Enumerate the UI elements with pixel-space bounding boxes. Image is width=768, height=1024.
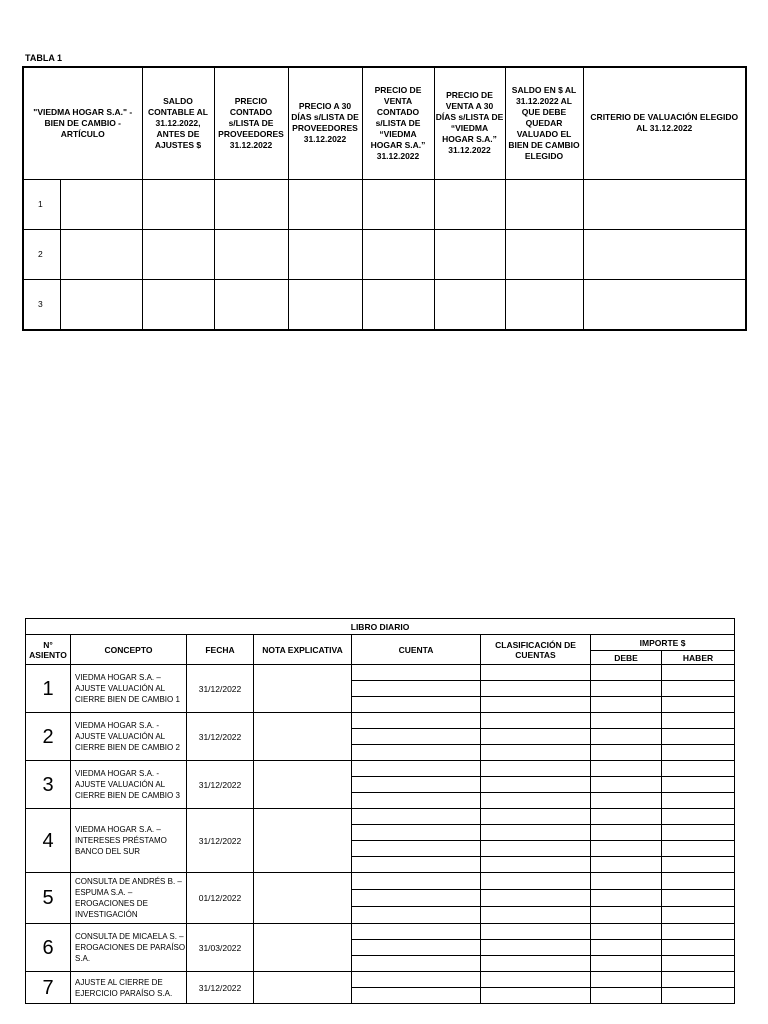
tabla1-cell[interactable] — [505, 179, 583, 229]
haber-cell[interactable] — [662, 940, 735, 956]
tabla1-header-saldo-valuado: SALDO EN $ AL 31.12.2022 AL QUE DEBE QUEDAR VALUADO EL BIEN DE CAMBIO ELEGIDO — [505, 67, 583, 179]
tabla1-cell[interactable] — [434, 279, 505, 330]
tabla1-header-precio-30: PRECIO A 30 DÍAS s/LISTA DE PROVEEDORES 31.12.2022 — [288, 67, 362, 179]
debe-cell[interactable] — [591, 793, 662, 809]
haber-cell[interactable] — [662, 890, 735, 907]
tabla1-row-number: 3 — [23, 279, 60, 330]
tabla1-cell[interactable] — [583, 229, 746, 279]
clasificacion-cell[interactable] — [481, 841, 591, 857]
cuenta-cell[interactable] — [352, 924, 481, 940]
tabla1-cell[interactable] — [362, 229, 434, 279]
debe-cell[interactable] — [591, 841, 662, 857]
clasificacion-cell[interactable] — [481, 761, 591, 777]
clasificacion-cell[interactable] — [481, 956, 591, 972]
tabla1-cell[interactable] — [583, 179, 746, 229]
asiento-nota-explicativa[interactable] — [254, 873, 352, 924]
tabla1 — [22, 66, 747, 331]
libro-diario-row — [26, 665, 735, 681]
tabla1-header-venta-30: PRECIO DE VENTA A 30 DÍAS s/LISTA DE “VIEDMA HOGAR S.A.” 31.12.2022 — [434, 67, 505, 179]
haber-cell[interactable] — [662, 665, 735, 681]
clasificacion-cell[interactable] — [481, 729, 591, 745]
tabla1-cell[interactable] — [362, 179, 434, 229]
header-clasificacion: CLASIFICACIÓN DE CUENTAS — [481, 635, 591, 665]
haber-cell[interactable] — [662, 745, 735, 761]
tabla1-cell[interactable] — [142, 179, 214, 229]
tabla1-cell[interactable] — [142, 279, 214, 330]
libro-diario-row — [26, 809, 735, 825]
asiento-number: 7 — [26, 972, 71, 1004]
asiento-fecha: 31/12/2022 — [187, 665, 254, 713]
clasificacion-cell[interactable] — [481, 825, 591, 841]
haber-cell[interactable] — [662, 825, 735, 841]
haber-cell[interactable] — [662, 713, 735, 729]
tabla1-cell[interactable] — [505, 279, 583, 330]
header-fecha: FECHA — [187, 635, 254, 665]
debe-cell[interactable] — [591, 873, 662, 890]
tabla1-cell[interactable] — [288, 279, 362, 330]
haber-cell[interactable] — [662, 841, 735, 857]
tabla1-header-row — [23, 67, 746, 179]
debe-cell[interactable] — [591, 713, 662, 729]
asiento-nota-explicativa[interactable] — [254, 972, 352, 1004]
tabla1-caption: TABLA 1 — [25, 53, 62, 63]
asiento-concepto: VIEDMA HOGAR S.A. – INTERESES PRÉSTAMO BANCO DEL SUR — [71, 809, 187, 873]
debe-cell[interactable] — [591, 857, 662, 873]
debe-cell[interactable] — [591, 697, 662, 713]
tabla1-cell[interactable] — [60, 229, 142, 279]
header-debe: DEBE — [591, 651, 662, 665]
libro-diario-row — [26, 873, 735, 890]
haber-cell[interactable] — [662, 793, 735, 809]
tabla1-header-saldo: SALDO CONTABLE AL 31.12.2022, ANTES DE AJUSTES $ — [142, 67, 214, 179]
cuenta-cell[interactable] — [352, 761, 481, 777]
tabla1-header-venta-contado: PRECIO DE VENTA CONTADO s/LISTA DE “VIEDMA HOGAR S.A.” 31.12.2022 — [362, 67, 434, 179]
tabla1-cell[interactable] — [362, 279, 434, 330]
cuenta-cell[interactable] — [352, 681, 481, 697]
clasificacion-cell[interactable] — [481, 793, 591, 809]
debe-cell[interactable] — [591, 972, 662, 988]
tabla1-cell[interactable] — [505, 229, 583, 279]
cuenta-cell[interactable] — [352, 713, 481, 729]
asiento-number: 2 — [26, 713, 71, 761]
debe-cell[interactable] — [591, 665, 662, 681]
libro-diario-title: LIBRO DIARIO — [26, 619, 735, 635]
asiento-fecha: 31/12/2022 — [187, 809, 254, 873]
debe-cell[interactable] — [591, 745, 662, 761]
tabla1-cell[interactable] — [142, 229, 214, 279]
tabla1-header-precio-contado: PRECIO CONTADO s/LISTA DE PROVEEDORES 31.12.2022 — [214, 67, 288, 179]
cuenta-cell[interactable] — [352, 665, 481, 681]
clasificacion-cell[interactable] — [481, 681, 591, 697]
cuenta-cell[interactable] — [352, 777, 481, 793]
clasificacion-cell[interactable] — [481, 665, 591, 681]
tabla1-cell[interactable] — [214, 229, 288, 279]
header-nota: NOTA EXPLICATIVA — [254, 635, 352, 665]
clasificacion-cell[interactable] — [481, 907, 591, 924]
haber-cell[interactable] — [662, 809, 735, 825]
tabla1-cell[interactable] — [288, 179, 362, 229]
haber-cell[interactable] — [662, 972, 735, 988]
tabla1-cell[interactable] — [60, 279, 142, 330]
debe-cell[interactable] — [591, 809, 662, 825]
haber-cell[interactable] — [662, 907, 735, 924]
libro-diario-row — [26, 972, 735, 988]
debe-cell[interactable] — [591, 890, 662, 907]
debe-cell[interactable] — [591, 761, 662, 777]
haber-cell[interactable] — [662, 777, 735, 793]
cuenta-cell[interactable] — [352, 825, 481, 841]
haber-cell[interactable] — [662, 956, 735, 972]
tabla1-row — [23, 279, 746, 330]
haber-cell[interactable] — [662, 761, 735, 777]
haber-cell[interactable] — [662, 924, 735, 940]
cuenta-cell[interactable] — [352, 972, 481, 988]
asiento-fecha: 31/12/2022 — [187, 713, 254, 761]
asiento-nota-explicativa[interactable] — [254, 924, 352, 972]
haber-cell[interactable] — [662, 988, 735, 1004]
cuenta-cell[interactable] — [352, 890, 481, 907]
asiento-nota-explicativa[interactable] — [254, 713, 352, 761]
haber-cell[interactable] — [662, 729, 735, 745]
cuenta-cell[interactable] — [352, 907, 481, 924]
header-haber: HABER — [662, 651, 735, 665]
libro-diario-title-row — [26, 619, 735, 635]
asiento-fecha: 31/03/2022 — [187, 924, 254, 972]
haber-cell[interactable] — [662, 857, 735, 873]
asiento-concepto: VIEDMA HOGAR S.A. - AJUSTE VALUACIÓN AL CIERRE BIEN DE CAMBIO 3 — [71, 761, 187, 809]
asiento-concepto: VIEDMA HOGAR S.A. – AJUSTE VALUACIÓN AL CIERRE BIEN DE CAMBIO 1 — [71, 665, 187, 713]
asiento-number: 6 — [26, 924, 71, 972]
debe-cell[interactable] — [591, 777, 662, 793]
cuenta-cell[interactable] — [352, 841, 481, 857]
header-concepto: CONCEPTO — [71, 635, 187, 665]
asiento-fecha: 31/12/2022 — [187, 761, 254, 809]
asiento-concepto: AJUSTE AL CIERRE DE EJERCICIO PARAÍSO S.A. — [71, 972, 187, 1004]
debe-cell[interactable] — [591, 681, 662, 697]
clasificacion-cell[interactable] — [481, 777, 591, 793]
asiento-number: 4 — [26, 809, 71, 873]
cuenta-cell[interactable] — [352, 873, 481, 890]
clasificacion-cell[interactable] — [481, 972, 591, 988]
clasificacion-cell[interactable] — [481, 857, 591, 873]
libro-diario-row — [26, 713, 735, 729]
cuenta-cell[interactable] — [352, 956, 481, 972]
header-importe: IMPORTE $ — [591, 635, 735, 651]
asiento-nota-explicativa[interactable] — [254, 809, 352, 873]
debe-cell[interactable] — [591, 988, 662, 1004]
cuenta-cell[interactable] — [352, 809, 481, 825]
tabla1-cell[interactable] — [60, 179, 142, 229]
asiento-concepto: CONSULTA DE MICAELA S. – EROGACIONES DE PARAÍSO S.A. — [71, 924, 187, 972]
cuenta-cell[interactable] — [352, 697, 481, 713]
tabla1-cell[interactable] — [583, 279, 746, 330]
clasificacion-cell[interactable] — [481, 940, 591, 956]
clasificacion-cell[interactable] — [481, 697, 591, 713]
asiento-nota-explicativa[interactable] — [254, 761, 352, 809]
cuenta-cell[interactable] — [352, 940, 481, 956]
haber-cell[interactable] — [662, 873, 735, 890]
cuenta-cell[interactable] — [352, 793, 481, 809]
cuenta-cell[interactable] — [352, 745, 481, 761]
tabla1-cell[interactable] — [434, 229, 505, 279]
tabla1-cell[interactable] — [214, 279, 288, 330]
libro-diario-table — [25, 618, 735, 1004]
haber-cell[interactable] — [662, 681, 735, 697]
tabla1-row — [23, 179, 746, 229]
tabla1-row-number: 1 — [23, 179, 60, 229]
clasificacion-cell[interactable] — [481, 873, 591, 890]
clasificacion-cell[interactable] — [481, 890, 591, 907]
tabla1-row — [23, 229, 746, 279]
cuenta-cell[interactable] — [352, 988, 481, 1004]
asiento-nota-explicativa[interactable] — [254, 665, 352, 713]
haber-cell[interactable] — [662, 697, 735, 713]
header-cuenta: CUENTA — [352, 635, 481, 665]
debe-cell[interactable] — [591, 729, 662, 745]
clasificacion-cell[interactable] — [481, 924, 591, 940]
debe-cell[interactable] — [591, 924, 662, 940]
tabla1-row-number: 2 — [23, 229, 60, 279]
libro-diario-header-row — [26, 635, 735, 651]
asiento-number: 1 — [26, 665, 71, 713]
tabla1-cell[interactable] — [214, 179, 288, 229]
header-asiento: N° ASIENTO — [26, 635, 71, 665]
debe-cell[interactable] — [591, 940, 662, 956]
tabla1-header-articulo: "VIEDMA HOGAR S.A." - BIEN DE CAMBIO - ARTÍCULO — [23, 67, 142, 179]
cuenta-cell[interactable] — [352, 857, 481, 873]
clasificacion-cell[interactable] — [481, 713, 591, 729]
asiento-number: 3 — [26, 761, 71, 809]
libro-diario-row — [26, 924, 735, 940]
tabla1-cell[interactable] — [288, 229, 362, 279]
asiento-fecha: 01/12/2022 — [187, 873, 254, 924]
libro-diario-row — [26, 761, 735, 777]
asiento-concepto: VIEDMA HOGAR S.A. - AJUSTE VALUACIÓN AL CIERRE BIEN DE CAMBIO 2 — [71, 713, 187, 761]
cuenta-cell[interactable] — [352, 729, 481, 745]
debe-cell[interactable] — [591, 956, 662, 972]
debe-cell[interactable] — [591, 907, 662, 924]
tabla1-cell[interactable] — [434, 179, 505, 229]
clasificacion-cell[interactable] — [481, 745, 591, 761]
debe-cell[interactable] — [591, 825, 662, 841]
asiento-fecha: 31/12/2022 — [187, 972, 254, 1004]
asiento-number: 5 — [26, 873, 71, 924]
clasificacion-cell[interactable] — [481, 988, 591, 1004]
tabla1-header-criterio: CRITERIO DE VALUACIÓN ELEGIDO AL 31.12.2022 — [583, 67, 746, 179]
asiento-concepto: CONSULTA DE ANDRÉS B. – ESPUMA S.A. – EROGACIONES DE INVESTIGACIÓN — [71, 873, 187, 924]
clasificacion-cell[interactable] — [481, 809, 591, 825]
